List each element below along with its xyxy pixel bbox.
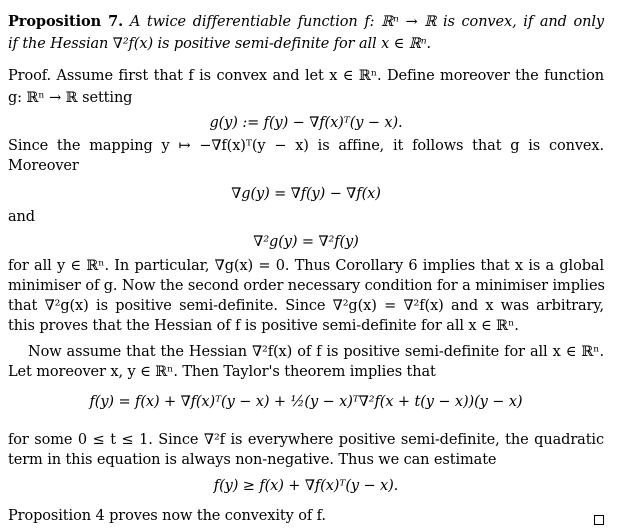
proof-line-12: for some 0 ≤ t ≤ 1. Since ∇²f is everywhere positive semi-definite, the quadratic	[8, 432, 604, 448]
proof-line-2: g: ℝⁿ → ℝ setting	[8, 90, 133, 106]
proof-line-6: for all y ∈ ℝⁿ. In particular, ∇g(x) = 0. Thus Corollary 6 implies that x is a global	[8, 258, 604, 274]
proposition-statement-line-1	[8, 12, 604, 32]
proof-line-5: and	[8, 209, 35, 225]
equation-estimate: f(y) ≥ f(x) + ∇f(x)ᵀ(y − x).	[213, 478, 399, 494]
qed-box	[594, 515, 604, 525]
proof-line-4: Moreover	[8, 158, 79, 174]
proof-line-11: Let moreover x, y ∈ ℝⁿ. Then Taylor's theorem implies that	[8, 364, 436, 380]
proposition-text: A twice differentiable function f: ℝⁿ → ℝ is convex, if and only	[129, 14, 604, 30]
equation-g-definition: g(y) := f(y) − ∇f(x)ᵀ(y − x).	[209, 115, 403, 131]
equation-hessian-g: ∇²g(y) = ∇²f(y)	[253, 234, 359, 250]
equation-taylor: f(y) = f(x) + ∇f(x)ᵀ(y − x) + ½(y − x)ᵀ∇²f(x + t(y − x))(y − x)	[89, 394, 523, 410]
proof-line-1: Proof. Assume first that f is convex and let x ∈ ℝⁿ. Define moreover the function	[8, 68, 604, 84]
proof-line-8: that ∇²g(x) is positive semi-definite. Since ∇²g(x) = ∇²f(x) and x was arbitrary,	[8, 298, 604, 314]
proof-line-14: Proposition 4 proves now the convexity of f.	[8, 508, 326, 524]
proposition-label: Proposition 7.	[8, 13, 124, 30]
proof-line-3: Since the mapping y ↦ −∇f(x)ᵀ(y − x) is affine, it follows that g is convex.	[8, 138, 604, 154]
proof-line-9: this proves that the Hessian of f is positive semi-definite for all x ∈ ℝⁿ.	[8, 318, 519, 334]
proof-line-7: minimiser of g. Now the second order necessary condition for a minimiser implies	[8, 278, 605, 294]
proposition-statement-line-2: if the Hessian ∇²f(x) is positive semi-definite for all x ∈ ℝⁿ.	[8, 36, 432, 52]
equation-gradient-g: ∇g(y) = ∇f(y) − ∇f(x)	[231, 186, 381, 202]
proof-line-10: Now assume that the Hessian ∇²f(x) of f is positive semi-definite for all x ∈ ℝⁿ.	[28, 344, 604, 360]
proof-line-13: term in this equation is always non-negative. Thus we can estimate	[8, 452, 497, 468]
